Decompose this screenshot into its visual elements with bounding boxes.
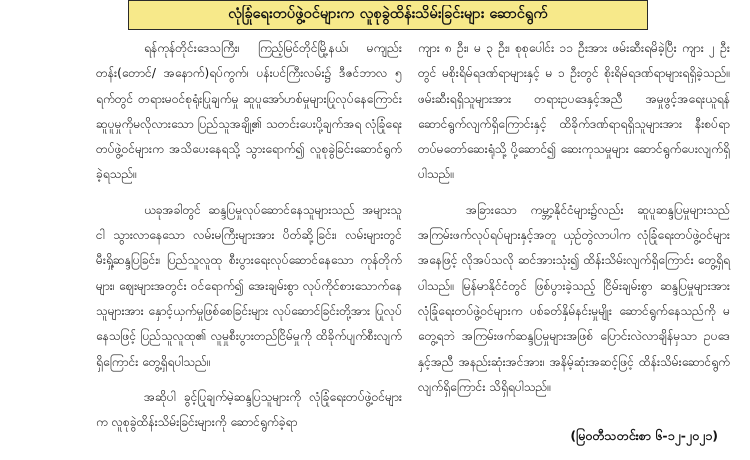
article-column-right (418, 36, 730, 400)
paragraph: ကျား ၈ ဦး၊ မ ၃ ဦး၊ စုစုပေါင်း ၁၁ ဦးအား ဖမ်းဆီးရမိခဲ့ပြီး ကျား ၂ ဦးတွင် မစိုးရိမ်ရဒဏ်ရာများနှင့် မ ၁ ဦးတွင် စိုးရိမ်ရဒဏ်ရာများရရှိခဲ့သည်။ ဖမ်းဆီးရရှိသူများအား တရားဥပဒေနှင့်အညီ အမှုဖွင့်အရေးယူရန် ဆောင်ရွက်လျက်ရှိကြောင်းနှင့် ထိခိုက်ဒဏ်ရာရရှိသူများအား နီးစပ်ရာတပ်မတော်ဆေးရုံသို့ ပို့ဆောင်၍ ဆေးကုသမှုများ ဆောင်ရွက်ပေးလျက်ရှိပါသည်။ (418, 41, 730, 182)
source-citation: (မြဝတီသတင်းစာ ၆-၁၂-၂၀၂၁) (570, 428, 718, 443)
paragraph: အခြားသော ကမ္ဘာ့နိုင်ငံများ၌လည်း ဆူပူဆန္ဒပြမှုများသည် အကြမ်းဖက်လုပ်ရပ်များနှင့်အတူ ယှဉ်တွဲလာပါက လုံခြုံရေးတပ်ဖွဲ့ဝင်များအနေဖြင့် လိုအပ်သလို ဆင်အားသုံး၍ ထိန်းသိမ်းလျက်ရှိကြောင်း တွေ့ရှိရပါသည်။ မြန်မာနိုင်ငံတွင် ဖြစ်ပွားခဲ့သည့် ငြိမ်းချမ်းစွာ ဆန္ဒပြမှုများအား လုံခြုံရေးတပ်ဖွဲ့ဝင်များက ပစ်ခတ်နှိမ်နင်းမှုမျိုး ဆောင်ရွက်နေသည်ကို မတွေ့ရဘဲ အကြမ်းဖက်ဆန္ဒပြမှုများအဖြစ် ပြောင်းလဲလာချိန်မှသာ ဥပဒေနှင့်အညီ အနည်းဆုံးအင်အား၊ အနိမ့်ဆုံးအဆင့်ဖြင့် ထိန်းသိမ်းဆောင်ရွက်လျက်ရှိကြောင်း သိရှိရပါသည်။ (418, 202, 730, 394)
article-column-left (96, 36, 402, 435)
paragraph: အဆိုပါ ခွင့်ပြုချက်မဲ့ဆန္ဒပြသူများကို လုံခြုံရေးတပ်ဖွဲ့ဝင်များက လူစုခွဲထိန်းသိမ်းခြင်းများကို ဆောင်ရွက်ခဲ့ရာ (96, 389, 402, 430)
headline-banner (128, 0, 648, 30)
headline: လုံခြုံရေးတပ်ဖွဲ့ဝင်များက လူစုခွဲထိန်းသိမ်းခြင်းများ ဆောင်ရွက် (228, 5, 548, 22)
paragraph: ရန်ကုန်တိုင်းဒေသကြီး၊ ကြည့်မြင်တိုင်မြို့နယ်၊ မကျည်းတန်း(တောင်/ အနောက်)ရပ်ကွက်၊ ပန်းပင်ကြီးလမ်း၌ ဒီဇင်ဘာလ ၅ ရက်တွင် တရားမဝင်စုရုံးပြုချက်မှု ဆူပူအော်ဟစ်မှုများပြုလုပ်နေကြောင်း ဆူပူမှုကိုမလိုလားသော ပြည်သူအချို့၏ သတင်းပေးပို့ချက်အရ လုံခြုံရေးတပ်ဖွဲ့ဝင်များက အသိပေးနေရသို့ သွားရောက်၍ လူစုခွဲခြင်းဆောင်ရွက်ခဲ့ရသည်။ (96, 41, 402, 182)
paragraph: ယခုအခါတွင် ဆန္ဒပြမှုလုပ်ဆောင်နေသူများသည် အများသူငါ သွားလာနေသော လမ်းမကြီးများအား ပိတ်ဆို့ခြင်း၊ လမ်းများတွင် မီးရှို့ဆန္ဒပြခြင်း၊ ပြည်သူလူထု စီးပွားရေးလုပ်ဆောင်နေသော ကုန်တိုက်များ၊ ဈေးများအတွင်း ဝင်ရောက်၍ အေးချမ်းစွာ လုပ်ကိုင်စားသောက်နေသူများအား နှောင့်ယှက်မှုဖြစ်စေခြင်းများ လုပ်ဆောင်ခြင်းတို့အား ပြုလုပ်နေသဖြင့် ပြည်သူလူထု၏ လူမှုစီးပွားတည်ငြိမ်မှုကို ထိခိုက်ပျက်စီးလျက်ရှိကြောင်း တွေ့ရှိရပါသည်။ (96, 202, 402, 369)
